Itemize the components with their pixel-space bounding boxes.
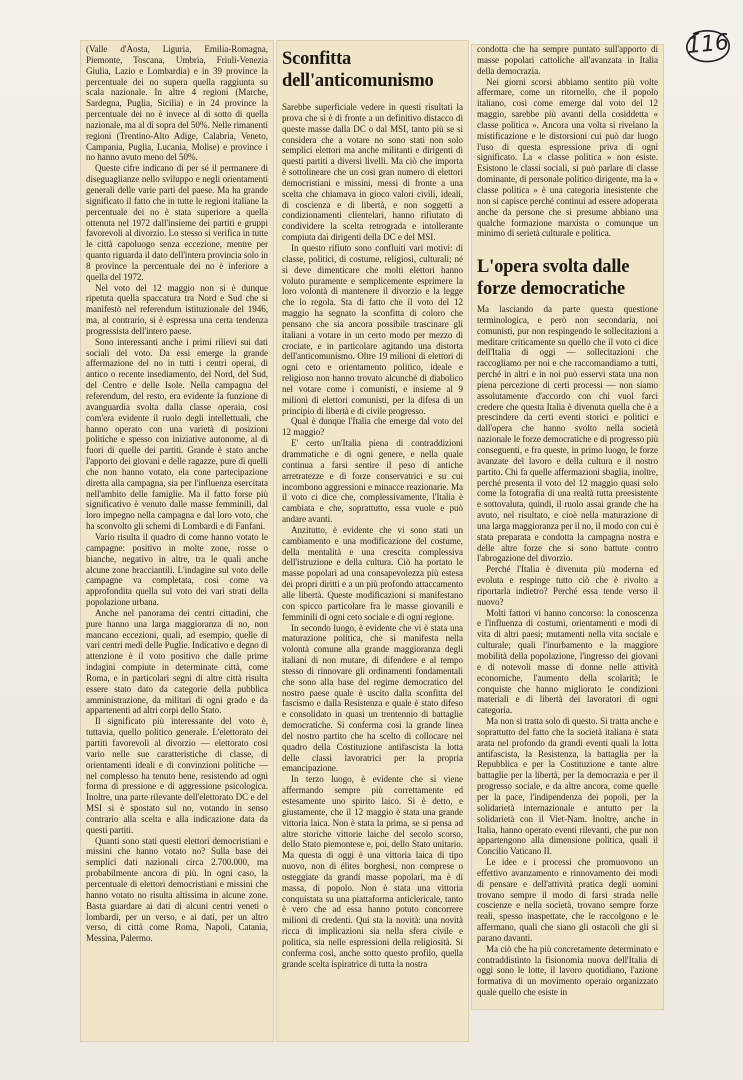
paragraph: In terzo luogo, è evidente che si viene affermando sempre più correttamente ed estesamente uno spirito laico. Si è detto, e giustamente, che il 12 maggio è stata una grande vittoria laica. Non è stata la prima, se si pensa ad altre storiche vittorie laiche del secolo scorso, dello Stato piemontese e, poi, dello Stato unitario. Ma questa di oggi è una vittoria laica di tipo nuovo, non di élites borghesi, non comprese o osteggiate da grandi masse popolari, ma è di massa, di popolo. Non è stata una vittoria conquistata su una piattaforma anticlericale, tanto è vero che ad essa hanno potuto concorrere milioni di credenti. Qui sta la novità: una novità ricca di implicazioni sia nella sfera civile e politica, sia nelle espressioni della religiosità. Si conferma così, anche sotto questo profilo, quella grande scelta ispiratrice di tutta la nostra bbox=[282, 774, 463, 969]
circled-page-number bbox=[683, 28, 733, 66]
text-column-right-bottom bbox=[477, 304, 658, 998]
paragraph: Anzitutto, è evidente che vi sono stati un cambiamento e una modificazione del costume, della mentalità e una crescita complessiva dell'istruzione e della cultura. Ciò ha portato le masse popolari ad una consapevolezza più estesa dei propri diritti e a un più profondo attaccamento alle libertà. Queste modificazioni si manifestano con spicco particolare fra le masse giovanili e femminili di ogni ceto sociale e di ogni regione. bbox=[282, 524, 463, 622]
paragraph: Sarebbe superficiale vedere in questi risultati la prova che si è di fronte a un definitivo distacco di queste masse dalla DC o dal MSI, tanto più se si considera che a votare no sono stati non solo semplici elettori ma anche militanti e dirigenti di questi partiti a diversi livelli. Ma ciò che importa è sottolineare che un così gran numero di elettori democristiani e missini, messi di fronte a una scelta che chiamava in gioco valori civili, ideali, di coscienza e di libertà, e non soggetti a condizionamenti clientelari, hanno rifiutato di condividere la scelta retrograda e intollerante compiuta dai dirigenti della DC e del MSI. bbox=[282, 102, 463, 243]
paragraph: Sono interessanti anche i primi rilievi sui dati sociali del voto. Da essi emerge la grande affermazione del no in tutti i centri operai, di antico o recente insediamento, del Nord, del Sud, del Centro e delle Isole. Nella campagna del referendum, del resto, era evidente la funzione di avanguardia svolta dalla classe operaia, così com'era evidente il ruolo degli intellettuali, che hanno operato con una varietà di posizioni politiche e spesso con iniziative autonome, al di fuori di quelle dei partiti. Grande è stato anche l'apporto dei giovani e delle ragazze, pure di quelli che non hanno votato, ela cone partecipazione diretta alla campagna, sia per l'influenza esercitata nell'ambito delle famiglie. Ma il fatto forse più significativo è venuto dalle masse femminili, dal loro impegno nella campagna e dal loro voto, che ha sconvolto gli schemi di Lombardi e di Fanfani. bbox=[86, 336, 268, 532]
clipping-right bbox=[471, 44, 664, 1010]
paragraph: Ma non si tratta solo di questo. Si tratta anche e soprattutto del fatto che la società italiana è stata arata nel profondo da grandi eventi quali la lotta antifascista, la Resistenza, la battaglia per la Repubblica e per la Costituzione e tante altre battaglie per la libertà, per la democrazia e per il progresso sociale, e da altre ancora, come quelle per la pace, l'indipendenza dei popoli, per la solidarietà internazionale e antutto per la solidarietà con il Viet-Nam. Inoltre, anche in Italia, hanno operato eventi rilevanti, che pur non appartengono alla dimensione politica, quali il Concilio Vaticano II. bbox=[477, 716, 658, 857]
paragraph: Qual è dunque l'Italia che emerge dal voto del 12 maggio? bbox=[282, 416, 463, 438]
text-column-left bbox=[86, 44, 268, 944]
paragraph: Quanti sono stati questi elettori democristiani e missini che hanno votato no? Sulla base dei semplici dati nazionali circa 2.700.000, ma probabilmente ancora di più. In ogni caso, la percentuale di elettori democristiani e missini che hanno votato no risulta altissima in alcune zone. Basta guardare ai dati di alcuni centri veneti o lombardi, per un verso, e ai dati, per un altro verso, di città come Roma, Napoli, Catania, Messina, Palermo. bbox=[86, 835, 268, 944]
paragraph: Molti fattori vi hanno concorso: la conoscenza e l'influenza di costumi, orientamenti e modi di vita di altri paesi; mutamenti nella vita sociale e culturale; quali l'inurbamento e la maggiore mobilità della popolazione, l'ingresso dei giovani e di notevoli masse di donne nelle attività economiche, l'aumento della scolarità; le conquiste che hanno migliorato le condizioni materiali e di libertà dei lavoratori di ogni categoria. bbox=[477, 607, 658, 716]
paragraph: Il significato più interessante del voto è, tuttavia, quello politico generale. L'elettorato dei partiti favorevoli al divorzio — elettorato così vario nelle sue caratteristiche di classe, di orientamenti ideali e di convinzioni politiche — nel complesso ha tenuto bene, resistendo ad ogni forma di pressione e di aggressione psicologica. Inoltre, una parte rilevante dell'elettorato DC e del MSI si è spostato sul no, votando in senso contrario alla scelta e alla indicazione data da questi partiti. bbox=[86, 716, 268, 835]
paragraph: condotta che ha sempre puntato sull'apporto di masse popolari cattoliche all'avanzata in Italia della democrazia. bbox=[477, 44, 658, 76]
clipping-left bbox=[80, 40, 274, 1042]
paragraph: Queste cifre indicano di per sé il permanere di diseguaglianze nello sviluppo e negli orientamenti generali delle varie parti del paese. Ma ha grande significato il fatto che in tutte le regioni italiane la percentuale dei no è stata superiore a quella ottenuta nel 1972 dall'insieme dei partiti e gruppi favorevoli al divorzio. Lo stesso si verifica in tutte le città capoluogo senza eccezione, mentre per quanto riguarda il dato dell'intera provincia solo in 8 province la percentuale dei no è inferiore a quella del 1972. bbox=[86, 163, 268, 282]
page-number: 116 bbox=[685, 29, 731, 60]
paragraph: Anche nel panorama dei centri cittadini, che pure hanno una larga maggioranza di no, non mancano eccezioni, quali, ad esempio, quelle di vari centri medi delle Puglie. Indicativo e degno di attenzione è il voto positivo che dalle prime indagini compiute in determinate città, come Roma, e in particolari segni di altre città risulta essere stato dato da categorie della pubblica amministrazione, da militari di ogni grado e da appartenenti ad altri corpi dello Stato. bbox=[86, 607, 268, 716]
paragraph: Nei giorni scorsi abbiamo sentito più volte affermare, come un ritornello, che il popolo italiano, così come emerge dal voto del 12 maggio, sarebbe più avanti della cosiddetta « classe politica ». Ancora una volta si rivelano la mistificazione e le distorsioni cui può dar luogo l'uso di questa espressione priva di ogni significato. La « classe politica » non esiste. Esistono le classi sociali, si può parlare di classe dominante, di personale politico dirigente, ma la « classe politica » è una categoria inesistente che non si capisce perché continui ad essere adoperata anche da persone che si presume abbiano una qualche formazione marxista o comunque un minimo di serietà culturale e politica. bbox=[477, 76, 658, 239]
text-column-middle bbox=[282, 102, 463, 970]
paragraph: (Valle d'Aosta, Liguria, Emilia-Romagna, Piemonte, Toscana, Umbria, Friuli-Venezia Giulia, Lazio e Lombardia) e in 39 province la percentuale dei no supera quella raggiunta su scala nazionale. In altre 4 regioni (Marche, Sardegna, Puglia, Sicilia) e in 24 province la percentuale dei no è invece al di sotto di quella nazionale, ma al di sopra del 50%. Nelle rimanenti regioni (Trentino-Alto Adige, Calabria, Veneto, Campania, Puglia, Lucania, Molise) e province i no hanno avuto meno del 50%. bbox=[86, 44, 268, 163]
paragraph: Perché l'Italia è divenuta più moderna ed evoluta e respinge tutto ciò che è rivolto a riportarla indietro? Perché essa tende verso il nuovo? bbox=[477, 564, 658, 607]
paragraph: In questo rifiuto sono confluiti vari motivi: di classe, politici, di costume, religiosi, culturali; né si deve dimenticare che molti elettori hanno voluto puramente e semplicemente esprimere la loro volontà di mantenere il divorzio e la legge che lo regola. Sta di fatto che il voto del 12 maggio ha segnato la sconfitta di coloro che pensano che sia ancora possibile trascinare gli italiani a votare in un certo modo per mezzo di crociate, e in particolare agitando una distorta dell'anticomunismo. Oltre 19 milioni di elettori di ogni ceto e orientamento politico, ideale e religioso non hanno trovato alcunché di diabolico nel votare come i comunisti, e insieme al 9 milioni di elettori comunisti, per la difesa di un principio di libertà e di civile progresso. bbox=[282, 242, 463, 416]
paragraph: In secondo luogo, è evidente che vi è stata una maturazione politica, che si manifesta nella volontà comune alla grande maggioranza degli italiani di non mutare, di difendere e al tempo stesso di rinnovare gli ordinamenti fondamentali che sono alla base del regime democratico del nostro paese quale è uscito dalla sconfitta del fascismo e dalla Resistenza e quale è stato difeso e consolidato in quasi un trentennio di battaglie democratiche. Si conferma così la grande linea del nostro partito che ha scelto di collocare nel quadro della Costituzione antifascista la lotta delle classi lavoratrici per la propria emancipazione. bbox=[282, 622, 463, 774]
text-column-right-top bbox=[477, 44, 658, 239]
headline-anticommunism: Sconfitta dell'anticomunismo bbox=[282, 49, 434, 91]
paragraph: Le idee e i processi che promuovono un effettivo avanzamento e rinnovamento dei modi di pensare e dell'attività pratica degli uomini trovano sempre il modo di farsi strada nelle coscienze e nella società, trovano sempre forze reali, spesso inaspettate, che le raccolgono e le affermano, quali che siano gli ostacoli che gli si parano davanti. bbox=[477, 857, 658, 943]
paragraph: Ma lasciando da parte questa questione terminologica, e però non secondaria, noi comunisti, pur non respingendo le sollecitazioni a meditare criticamente su quello che il voto ci dice dell'Italia di oggi — sollecitazioni che raccogliamo per noi e che raccomandiamo a tutti, perché in altri e in noi può esservi stata una non piena percezione di certi processi — non siamo assolutamente d'accordo con chi vuol farci credere che questa Italia è divenuta quella che è a prescindere da certi eventi storici e politici e dall'opera che hanno svolto nella società nazionale le forze democratiche e di progresso più conseguenti, e fra queste, in primo luogo, le forze avanzate del lavoro e della cultura e il nostro partito. Chi fa quelle affermazioni sbaglia, inoltre, perché presenta il voto del 12 maggio quasi solo come la fotografia di una realtà tutta preesistente e sottovaluta, quindi, il ruolo assai grande che ha avuto, nel risultato, e cioè nella maturazione di una larga maggioranza per il no, il modo con cui è stata preparata e condotta la campagna nostra e delle altre forze che si sono battute contro l'abrogazione del divorzio. bbox=[477, 304, 658, 564]
paragraph: Vario risulta il quadro di come hanno votato le campagne: positivo in molte zone, rosse o bianche, negativo in altre, tra le quali anche alcune zone bracciantili. L'indagine sul voto delle campagne va completata, così come va approfondita quella sul voto dei vari strati della popolazione urbana. bbox=[86, 531, 268, 608]
clipping-middle bbox=[276, 40, 469, 1042]
paragraph: Nel voto del 12 maggio non si è dunque ripetuta quella spaccatura tra Nord e Sud che si manifestò nel referendum istituzionale del 1946, ma, al contrario, si è espressa una certa tendenza progressista dell'intero paese. bbox=[86, 282, 268, 336]
paragraph: Ma ciò che ha più concretamente determinato e contraddistinto la fisionomia nuova dell'Italia di oggi sono le lotte, il lavoro quotidiano, l'azione formativa di un movimento operaio organizzato quale quello che esiste in bbox=[477, 943, 658, 998]
headline-democratic-forces: L'opera svolta dalle forze democratiche bbox=[477, 257, 630, 299]
paragraph: E' certo un'Italia piena di contraddizioni drammatiche e di ogni genere, e nella quale continua a farsi sentire il peso di antiche arretratezze e di forze conservatrici e su cui incombono aggressioni e minacce reazionarie. Ma il voto ci dice che, complessivamente, l'Italia è cambiata e che, soprattutto, essa vuole e può andare avanti. bbox=[282, 438, 463, 525]
